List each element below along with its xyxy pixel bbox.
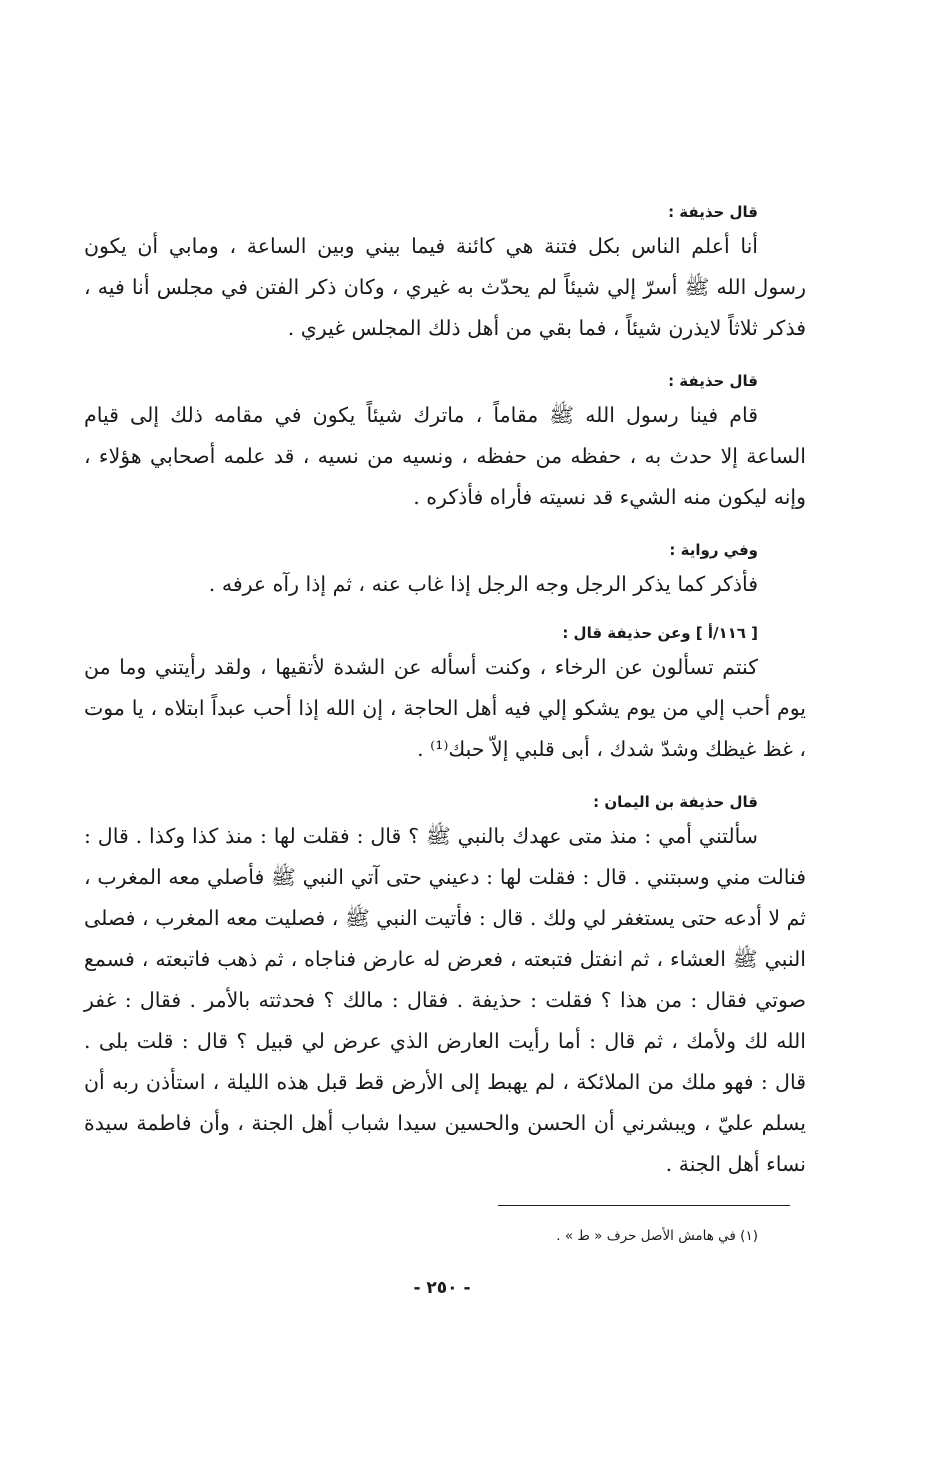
section-heading: قال حذيفة بن اليمان : (593, 793, 758, 811)
section-4 (84, 619, 806, 770)
footnote: (١) في هامش الأصل حرف « ط » . (556, 1228, 758, 1244)
section-paragraph: قام فينا رسول الله ﷺ مقاماً ، ماترك شيئاً يكون في مقامه ذلك إلى قيام الساعة إلا حدث به ، حفظه من حفظه ، ونسيه من نسيه ، قد علمه أصحابي هؤلاء ، وإنه ليكون منه الشيء قد نسيته فأراه فأذكره . (84, 403, 806, 509)
section-paragraph: كنتم تسألون عن الرخاء ، وكنت أسأله عن الشدة لأتقيها ، ولقد رأيتني وما من يوم أحب إلي من يوم يشكو إلي فيه أهل الحاجة ، إن الله إذا أحب عبداً ابتلاه ، يا موت ، غظ غيظك وشدّ شدك ، أبى قلبي إلاّ حبك⁽¹⁾ . (84, 655, 806, 761)
section-1 (84, 198, 806, 349)
footnote-divider (498, 1205, 790, 1206)
section-paragraph: سألتني أمي : منذ متى عهدك بالنبي ﷺ ؟ قال : فقلت لها : منذ كذا وكذا . قال : فنالت مني وسبتني . قال : فقلت لها : دعيني حتى آتي النبي ﷺ فأصلي معه المغرب ، ثم لا أدعه حتى يستغفر لي ولك . قال : فأتيت النبي ﷺ ، فصليت معه المغرب ، فصلى النبي ﷺ العشاء ، ثم انفتل فتبعته ، فعرض له عارض فناجاه ، ثم ذهب فاتبعته ، فسمع صوتي فقال : من هذا ؟ فقلت : حذيفة . فقال : مالك ؟ فحدثته بالأمر . فقال : غفر الله لك ولأمك ، ثم قال : أما رأيت العارض الذي عرض لي قبيل ؟ قال : قلت بلى . قال : فهو ملك من الملائكة ، لم يهبط إلى الأرض قط قبل هذه الليلة ، استأذن ربه أن يسلم عليّ ، ويبشرني أن الحسن والحسين سيدا شباب أهل الجنة ، وأن فاطمة سيدة نساء أهل الجنة . (84, 824, 806, 1176)
section-heading: قال حذيفة : (668, 372, 758, 390)
section-5 (84, 788, 806, 1185)
section-2 (84, 367, 806, 518)
section-paragraph: فأذكر كما يذكر الرجل وجه الرجل إذا غاب عنه ، ثم إذا رآه عرفه . (208, 572, 758, 596)
section-heading: [ ١١٦/أ ] وعن حذيفة قال : (562, 624, 758, 642)
section-heading: وفي رواية : (669, 541, 758, 559)
page-number: - ٢٥٠ - (413, 1278, 471, 1298)
section-heading: قال حذيفة : (668, 203, 758, 221)
page-body (84, 198, 806, 1203)
section-3 (84, 536, 806, 605)
section-paragraph: أنا أعلم الناس بكل فتنة هي كائنة فيما بيني وبين الساعة ، ومابي أن يكون رسول الله ﷺ أسرّ إلي شيئاً لم يحدّث به غيري ، وكان ذكر الفتن في مجلس أنا فيه ، فذكر ثلاثاً لايذرن شيئاً ، فما بقي من أهل ذلك المجلس غيري . (84, 234, 806, 340)
